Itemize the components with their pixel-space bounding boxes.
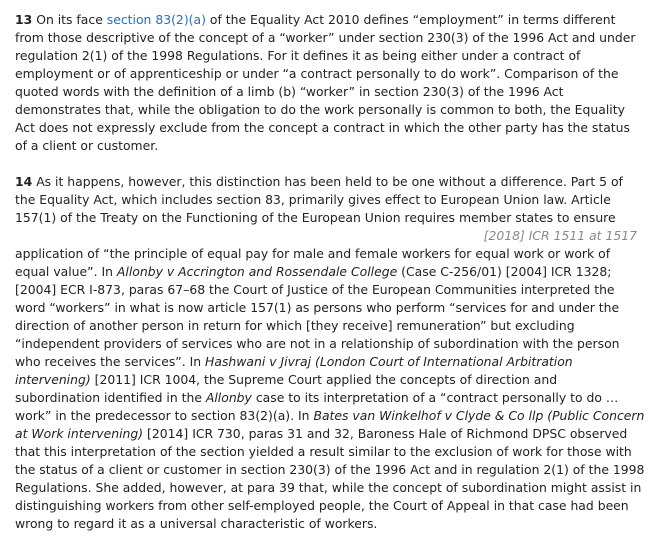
paragraph-text: As it happens, however, this distinction has been held to be one without a difference. Part 5 of the Equality Act, which includes section 83, primarily gives effect to European Union law. Article 157(1) of the Treaty on the Functioning of the European Union requires member states to ensure — [15, 174, 623, 225]
paragraph-text: [2011] ICR 1004, the Supreme Court applied the concepts of direction and subordination identified in the — [15, 372, 558, 405]
paragraph-14 — [15, 173, 645, 533]
paragraph-text: case to its interpretation of a “contract personally to do … work” in the predecessor to section 83(2)(a). In — [15, 390, 619, 423]
paragraph-text: (Case C-256/01) [2004] ICR 1328; [2004] ECR I-873, paras 67–68 the Court of Justice of the European Communities interpreted the word “workers” in what is now article 157(1) as persons who perform “services for and under the direction of another person in return for which [they receive] remuneration” but excluding “independent providers of services who are not in a relationship of subordination with the person who receives the services”. In — [15, 264, 620, 369]
case-name: Hashwani v Jivraj (London Court of International Arbitration intervening) — [15, 354, 573, 387]
paragraph-13 — [15, 11, 645, 155]
paragraph-number: 13 — [15, 12, 33, 27]
case-name: Bates van Winkelhof v Clyde & Co llp (Public Concern at Work intervening) — [15, 408, 645, 441]
page-citation: [2018] ICR 1511 at 1517 — [483, 228, 637, 243]
section-83-link[interactable]: section 83(2)(a) — [106, 12, 206, 27]
paragraph-text: application of “the principle of equal pay for male and female workers for equal work or work of equal value”. In — [15, 246, 611, 279]
paragraph-number: 14 — [15, 174, 33, 189]
paragraph-text: [2014] ICR 730, paras 31 and 32, Baroness Hale of Richmond DPSC observed that this interpretation of the section yielded a result similar to the exclusion of work for those with the status of a client or customer in section 230(3) of the 1996 Act and in regulation 2(1) of the 1998 Regulations. She added, however, at para 39 that, while the concept of subordination might assist in distinguishing workers from other self-employed people, the Court of Appeal in that case had been wrong to regard it as a universal characteristic of workers. — [15, 426, 645, 531]
paragraph-text: On its face — [32, 12, 107, 27]
paragraph-text: of the Equality Act 2010 defines “employment” in terms different from those descriptive of the concept of a “worker” under section 230(3) of the 1996 Act and under regulation 2(1) of the 1998 Regulations. For it defines it as being either under a contract of employment or of apprenticeship or under “a contract personally to do work”. Comparison of the quoted words with the definition of a limb (b) “worker” in section 230(3) of the 1996 Act demonstrates that, while the obligation to do the work personally is common to both, the Equality Act does not expressly exclude from the concept a contract in which the other party has the status of a client or customer. — [15, 12, 636, 153]
case-name: Allonby v Accrington and Rossendale College — [116, 264, 398, 279]
case-name: Allonby — [205, 390, 252, 405]
